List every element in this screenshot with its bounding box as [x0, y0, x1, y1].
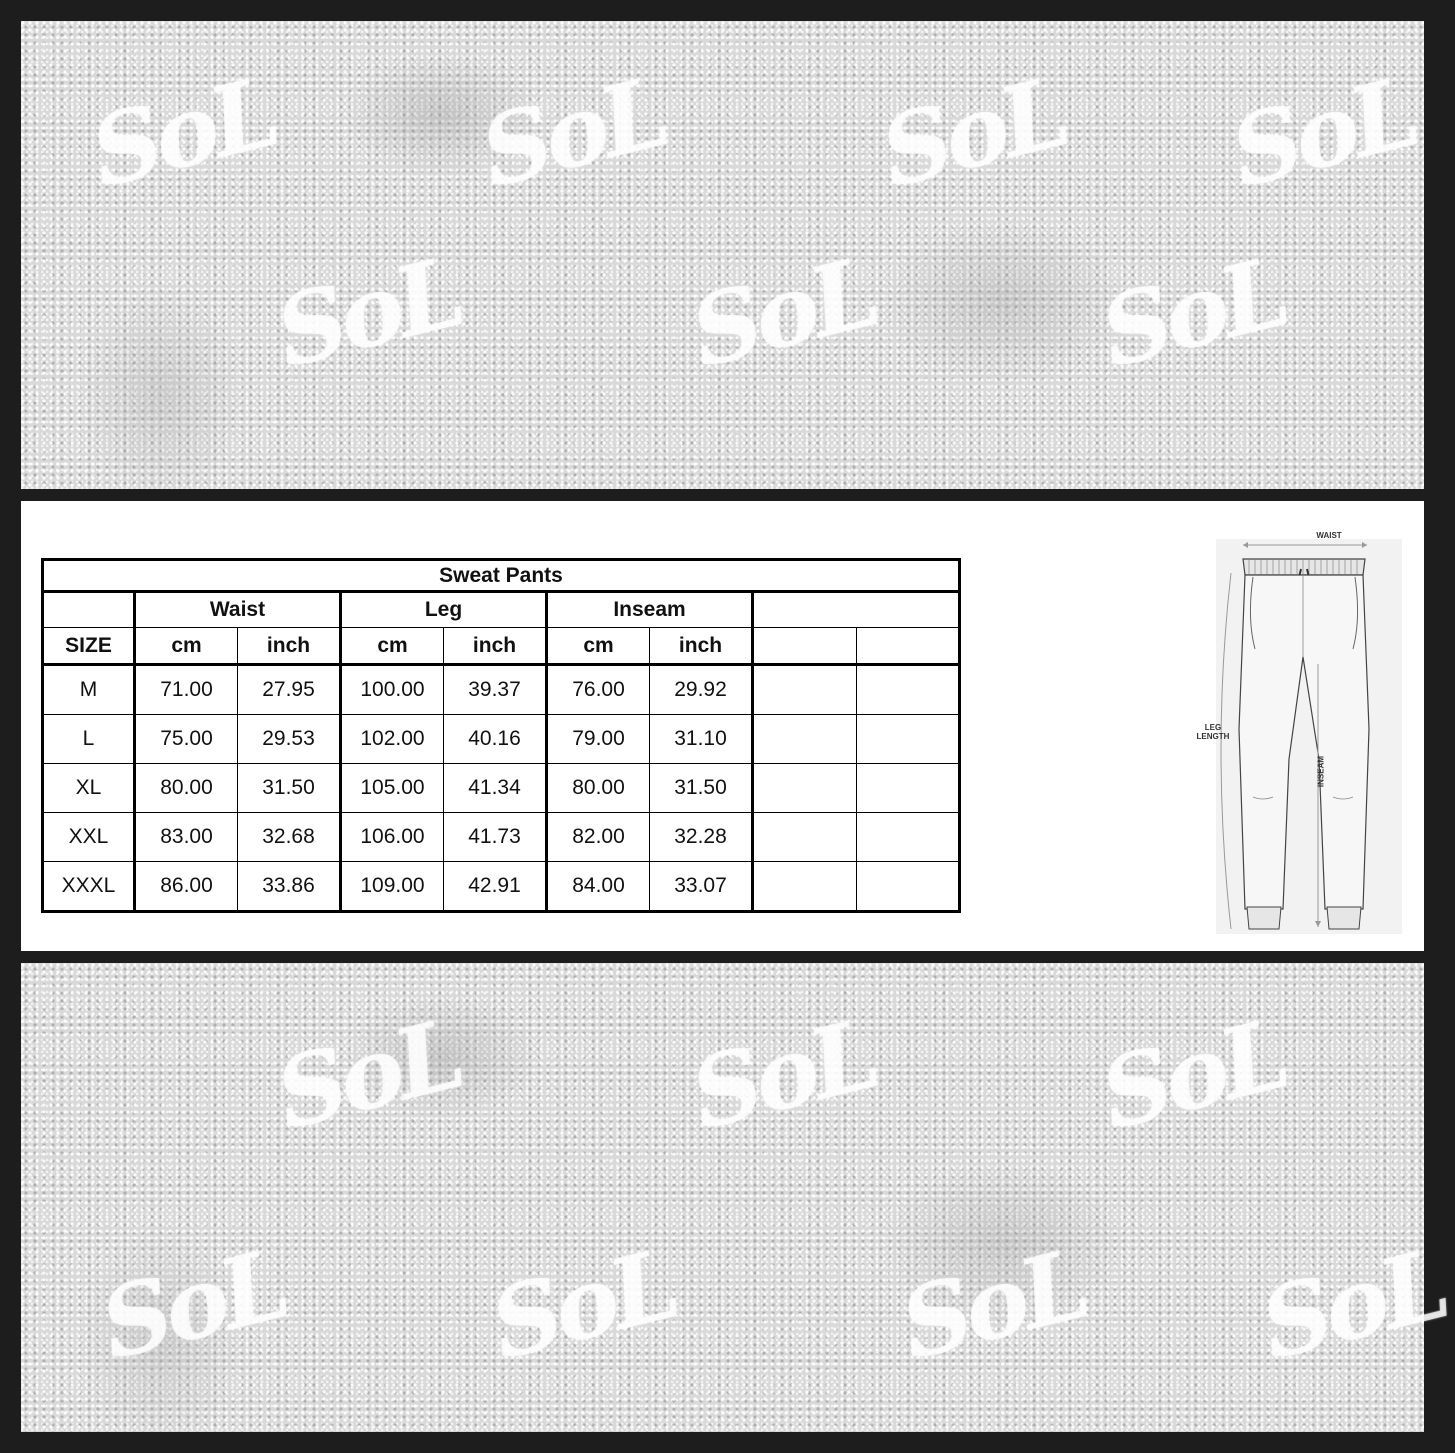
value-cell: 40.16 [444, 715, 547, 764]
table-row [43, 715, 960, 764]
empty-cell [857, 862, 960, 912]
value-cell: 109.00 [341, 862, 444, 912]
value-cell: 29.92 [650, 665, 753, 715]
waist-label: WAIST [1316, 531, 1342, 540]
size-cell: XXL [43, 813, 135, 862]
table-row [43, 665, 960, 715]
empty-cell [857, 665, 960, 715]
value-cell: 71.00 [135, 665, 238, 715]
watermark-logo: SoL [1220, 55, 1425, 210]
value-cell: 33.86 [238, 862, 341, 912]
watermark-logo: SoL [890, 1227, 1095, 1382]
value-cell: 86.00 [135, 862, 238, 912]
header-leg: Leg [341, 592, 547, 628]
table-row [43, 813, 960, 862]
watermark-logo: SoL [470, 55, 675, 210]
table-row [43, 862, 960, 912]
size-chart-table [41, 558, 961, 913]
value-cell: 84.00 [547, 862, 650, 912]
value-cell: 41.34 [444, 764, 547, 813]
value-cell: 33.07 [650, 862, 753, 912]
header-empty [43, 592, 135, 628]
value-cell: 32.68 [238, 813, 341, 862]
value-cell: 32.28 [650, 813, 753, 862]
unit-cm: cm [341, 628, 444, 665]
bottom-texture-panel [21, 963, 1455, 1432]
empty-cell [753, 715, 857, 764]
watermark-logo: SoL [680, 997, 885, 1152]
empty-cell [753, 862, 857, 912]
watermark-logo: SoL [265, 235, 470, 390]
value-cell: 79.00 [547, 715, 650, 764]
watermark-logo: SoL [1250, 1227, 1455, 1382]
table-row [43, 764, 960, 813]
size-cell: L [43, 715, 135, 764]
value-cell: 42.91 [444, 862, 547, 912]
empty-cell [857, 715, 960, 764]
value-cell: 31.50 [650, 764, 753, 813]
inseam-label: INSEAM [1316, 755, 1326, 788]
watermark-logo: SoL [680, 235, 885, 390]
size-cell: M [43, 665, 135, 715]
value-cell: 106.00 [341, 813, 444, 862]
watermark-logo: SoL [1090, 235, 1295, 390]
value-cell: 80.00 [135, 764, 238, 813]
empty-cell [753, 665, 857, 715]
empty-cell [753, 628, 857, 665]
value-cell: 31.10 [650, 715, 753, 764]
watermark-logo: SoL [480, 1227, 685, 1382]
unit-inch: inch [444, 628, 547, 665]
value-cell: 100.00 [341, 665, 444, 715]
size-cell: XXXL [43, 862, 135, 912]
watermark-layer [21, 21, 1424, 489]
watermark-logo: SoL [80, 55, 285, 210]
pants-diagram [1191, 529, 1407, 939]
empty-cell [753, 764, 857, 813]
value-cell: 102.00 [341, 715, 444, 764]
empty-cell [857, 813, 960, 862]
leg-label-line2: LENGTH [1196, 732, 1230, 741]
value-cell: 80.00 [547, 764, 650, 813]
value-cell: 31.50 [238, 764, 341, 813]
value-cell: 39.37 [444, 665, 547, 715]
empty-cell [753, 813, 857, 862]
leg-label-line1: LEG [1204, 723, 1222, 732]
watermark-logo: SoL [265, 997, 470, 1152]
unit-cm: cm [547, 628, 650, 665]
value-cell: 27.95 [238, 665, 341, 715]
empty-cell [857, 628, 960, 665]
value-cell: 105.00 [341, 764, 444, 813]
watermark-logo: SoL [1090, 997, 1295, 1152]
top-texture-panel [21, 21, 1424, 489]
value-cell: 29.53 [238, 715, 341, 764]
table-title: Sweat Pants [43, 560, 960, 592]
header-waist: Waist [135, 592, 341, 628]
unit-cm: cm [135, 628, 238, 665]
value-cell: 75.00 [135, 715, 238, 764]
empty-cell [857, 764, 960, 813]
leg-length-label [1193, 723, 1233, 741]
watermark-logo: SoL [870, 55, 1075, 210]
header-empty [753, 592, 960, 628]
watermark-logo: SoL [90, 1227, 295, 1382]
size-cell: XL [43, 764, 135, 813]
header-size: SIZE [43, 628, 135, 665]
unit-inch: inch [650, 628, 753, 665]
unit-inch: inch [238, 628, 341, 665]
value-cell: 41.73 [444, 813, 547, 862]
value-cell: 83.00 [135, 813, 238, 862]
size-chart-panel [21, 501, 1424, 951]
watermark-layer [21, 963, 1455, 1432]
header-inseam: Inseam [547, 592, 753, 628]
value-cell: 76.00 [547, 665, 650, 715]
value-cell: 82.00 [547, 813, 650, 862]
